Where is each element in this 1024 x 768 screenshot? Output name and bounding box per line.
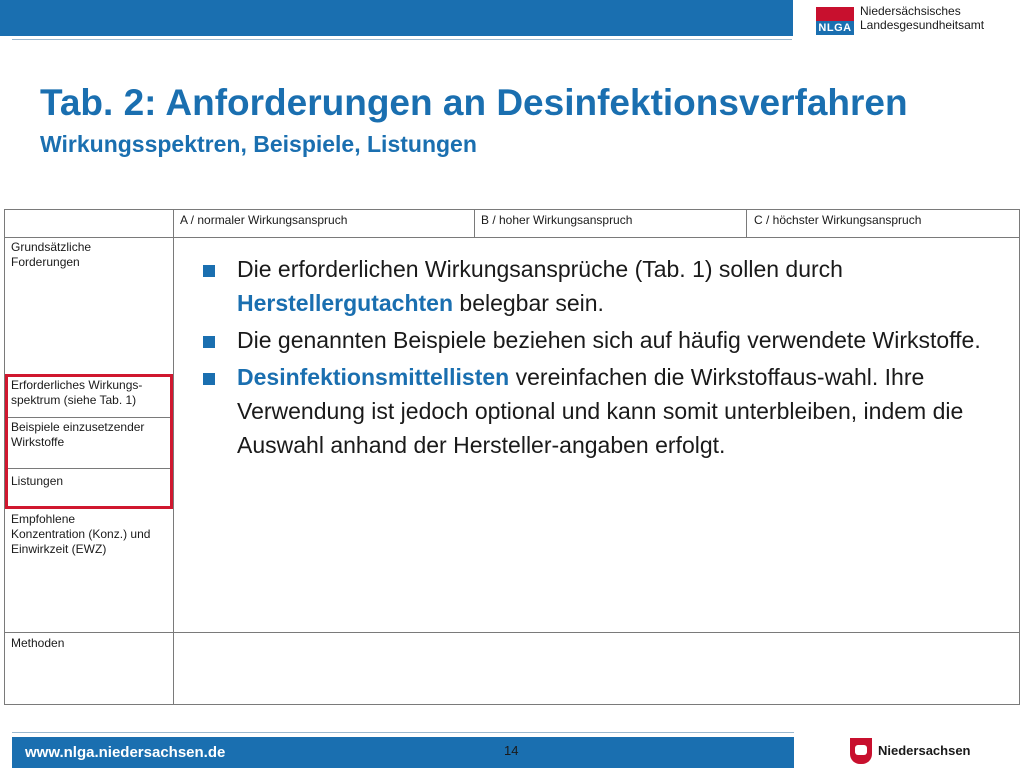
nlga-logo-mark: NLGA (816, 7, 854, 35)
org-name-line1: Niedersächsisches (860, 4, 961, 18)
slide-title: Tab. 2: Anforderungen an Desinfektionsverfahren (40, 82, 908, 123)
bullet-item: Die genannten Beispiele beziehen sich auf häufig verwendete Wirkstoffe. (200, 323, 1000, 357)
footer-url[interactable]: www.nlga.niedersachsen.de (25, 744, 226, 761)
column-header-c: C / höchster Wirkungsanspruch (754, 213, 922, 227)
square-bullet-icon (203, 336, 215, 348)
table-divider (4, 632, 1020, 633)
bullet-item: Desinfektionsmittellisten vereinfachen die Wirkstoffaus-wahl. Ihre Verwendung ist jedoch optional und kann somit unterbleiben, indem die Auswahl anhand der Hersteller-angaben erfolgt. (200, 360, 1000, 462)
row-label-methoden: Methoden (11, 636, 65, 650)
table-divider (173, 209, 174, 705)
table-divider (746, 209, 747, 237)
highlight-frame (5, 374, 173, 509)
bullet-item: Die erforderlichen Wirkungsansprüche (Tab. 1) sollen durch Herstellergutachten belegbar sein. (200, 252, 1000, 320)
square-bullet-icon (203, 265, 215, 277)
nlga-logo (816, 4, 1024, 36)
page-number: 14 (504, 743, 519, 758)
row-label-wirkungsspektrum: Erforderliches Wirkungs-spektrum (siehe Tab. 1) (11, 378, 143, 407)
square-bullet-icon (203, 373, 215, 385)
bullet-list (200, 252, 1000, 465)
row-label-beispiele: Beispiele einzusetzender Wirkstoffe (11, 420, 145, 449)
footer-divider (12, 732, 794, 733)
slide-subtitle: Wirkungsspektren, Beispiele, Listungen (40, 131, 477, 157)
table-divider (474, 209, 475, 237)
horse-crest-icon (850, 738, 872, 764)
header-divider (12, 39, 792, 40)
column-header-b: B / hoher Wirkungsanspruch (481, 213, 633, 227)
row-label-konzentration: Empfohlene Konzentration (Konz.) und Einwirkzeit (EWZ) (11, 512, 151, 556)
highlight-term: Desinfektionsmittellisten (237, 364, 510, 390)
niedersachsen-logo-text: Niedersachsen (878, 743, 971, 758)
row-label-listungen: Listungen (11, 474, 64, 488)
nlga-logo-text (860, 4, 984, 32)
org-name-line2: Landesgesundheitsamt (860, 18, 985, 32)
table-divider (1019, 209, 1020, 705)
header-bar (0, 0, 793, 36)
table-divider (4, 237, 1020, 238)
column-header-a: A / normaler Wirkungsanspruch (180, 213, 348, 227)
row-label-grundsaetzliche-forderungen: Grundsätzliche Forderungen (11, 240, 92, 269)
highlight-term: Herstellergutachten (237, 290, 454, 316)
